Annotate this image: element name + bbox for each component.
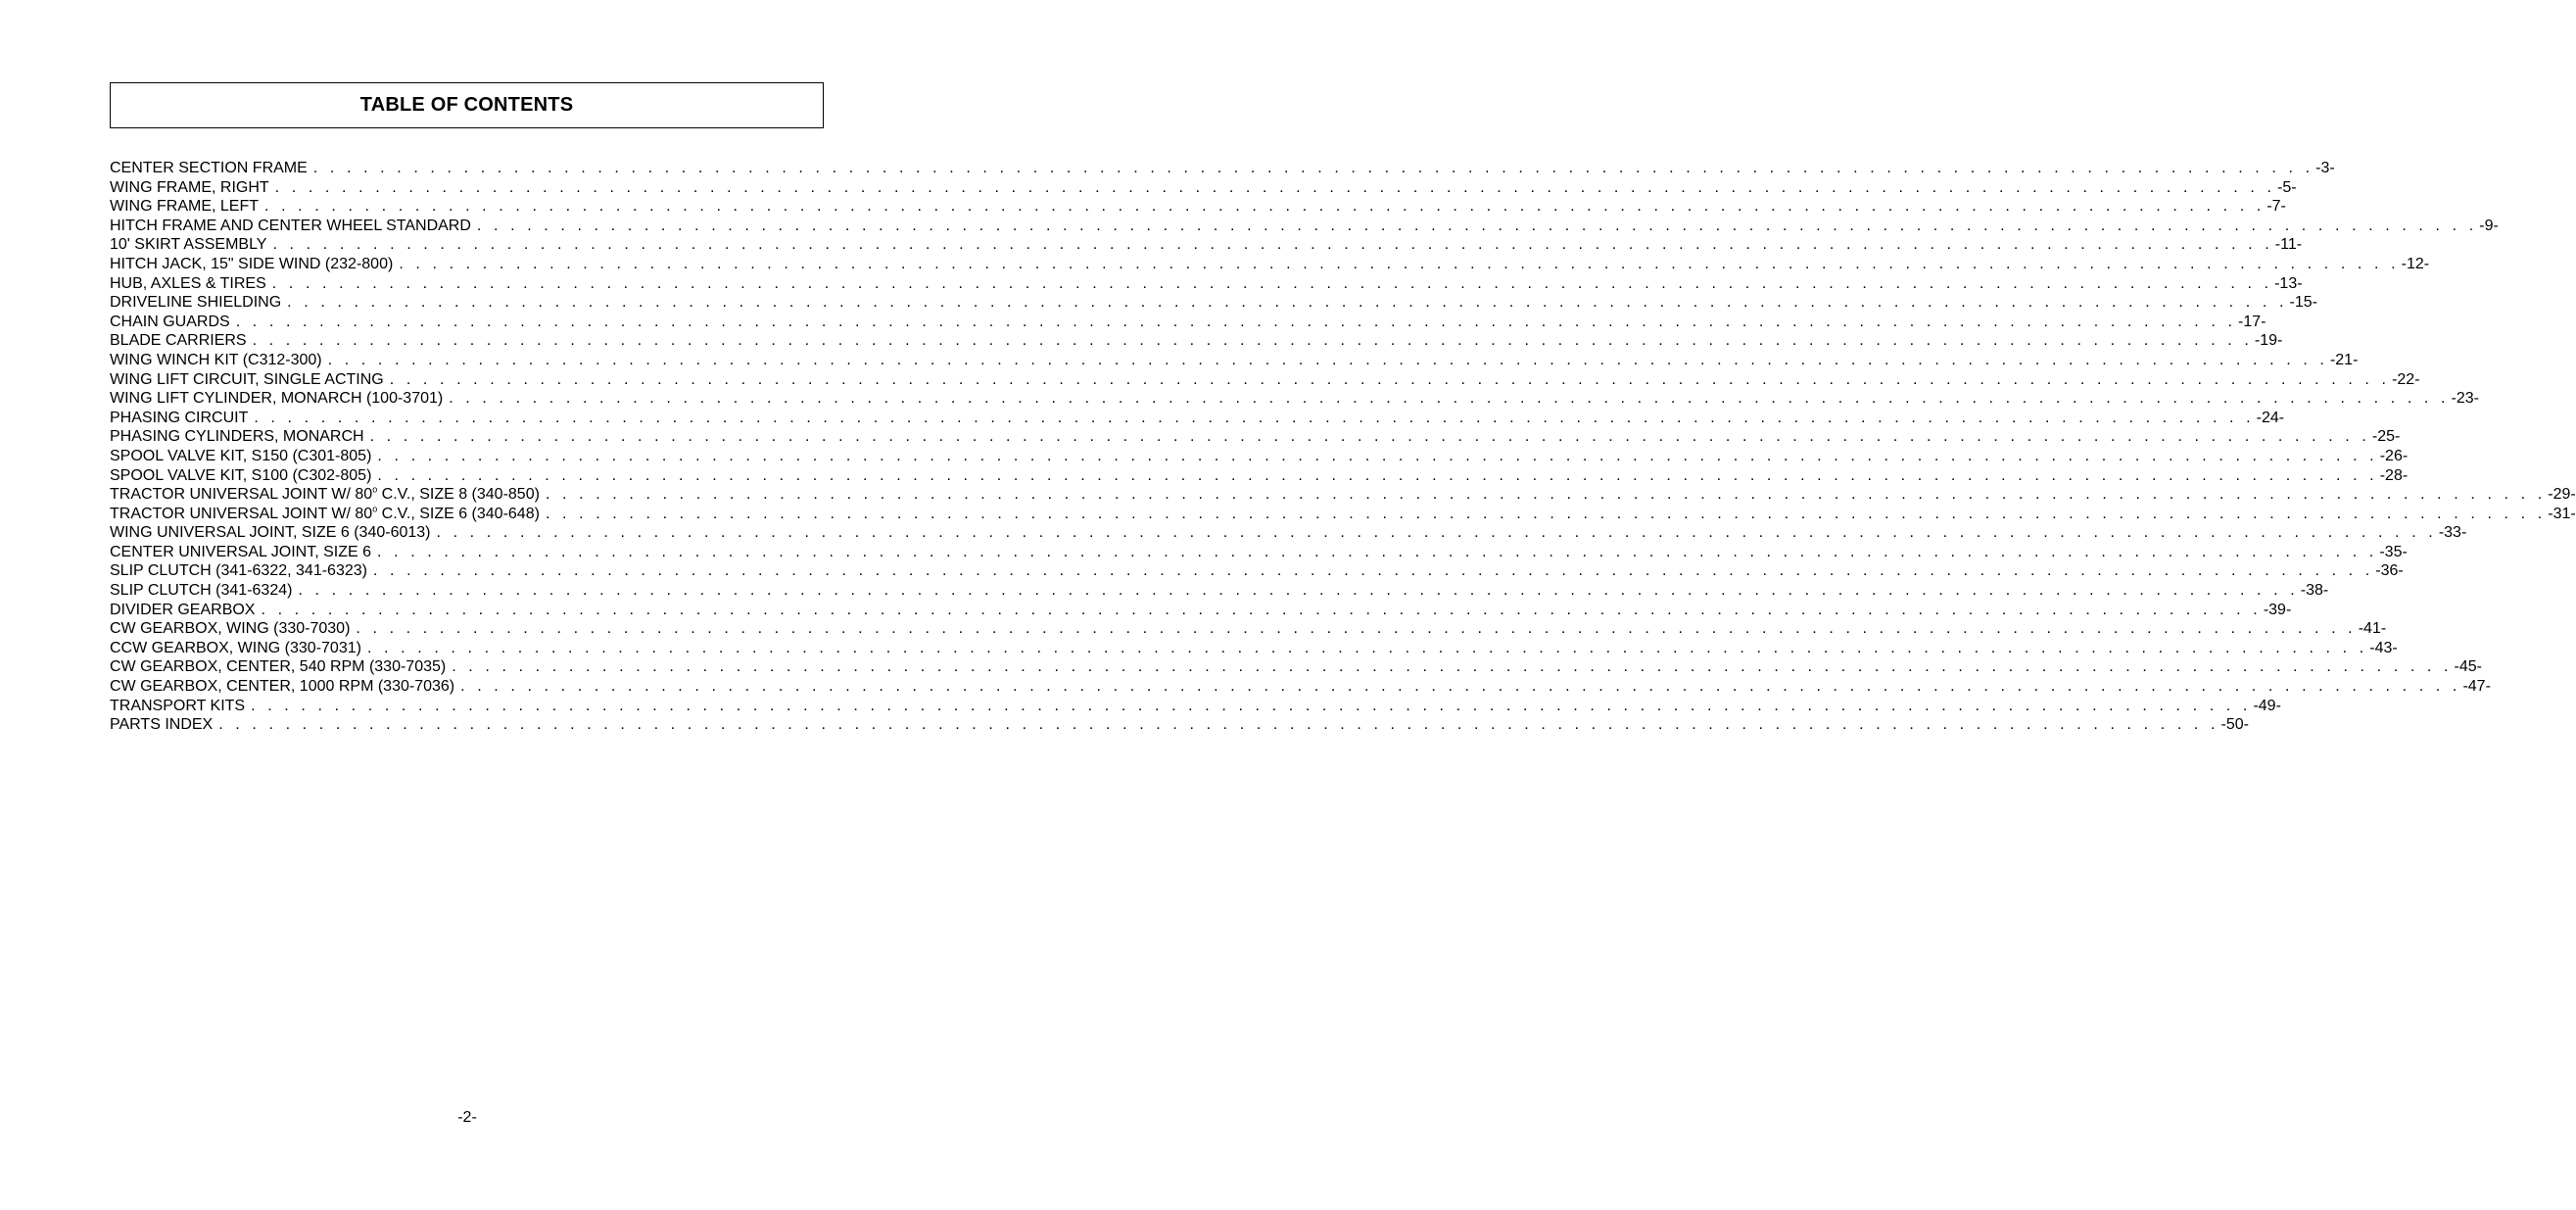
toc-entry-title-text: WING WINCH KIT (C312-300) (110, 351, 322, 368)
toc-entry-title-text: HITCH FRAME AND CENTER WHEEL STANDARD (110, 217, 471, 234)
toc-entry-page: -29- (2548, 486, 2576, 504)
dot-leader: . . . . . . . . . . . . . . . . . . . . . . . . . . . . . . . . . . . . . . . . . . . . . . . . . . . . . . . . . . . . . . . . . . . . . . . . . . . . . . . . . . . . . . . . . . . . . . . . . . . . . . . . . . . . . . . . . . . . . . . . (377, 543, 2378, 560)
toc-entry[interactable] (110, 697, 2281, 716)
toc-entry[interactable] (110, 370, 2420, 390)
toc-entry-page: -24- (2256, 409, 2285, 426)
toc-entry-page: -7- (2266, 198, 2286, 216)
toc-entry-title-text: CW GEARBOX, WING (330-7030) (110, 620, 351, 638)
toc-entry-title-text: CW GEARBOX, CENTER, 540 RPM (330-7035) (110, 658, 447, 676)
toc-entry-title-text: CENTER SECTION FRAME (110, 160, 308, 176)
toc-entry[interactable] (110, 504, 2576, 524)
toc-entry[interactable] (110, 197, 2286, 217)
toc-entry[interactable] (110, 523, 2467, 543)
toc-entry-title (110, 351, 328, 370)
dot-leader: . . . . . . . . . . . . . . . . . . . . . . . . . . . . . . . . . . . . . . . . . . . . . . . . . . . . . . . . . . . . . . . . . . . . . . . . . . . . . . . . . . . . . . . . . . . . . . . . . . . . . . . . . . . . . . . . . . . . . . . . (545, 486, 2547, 504)
toc-entry-title (110, 313, 236, 332)
toc-entry-page: -43- (2369, 639, 2398, 656)
toc-entry-page: -15- (2289, 294, 2317, 312)
toc-entry-page: -50- (2220, 716, 2249, 734)
toc-entry-title (110, 466, 377, 486)
dot-leader: . . . . . . . . . . . . . . . . . . . . . . . . . . . . . . . . . . . . . . . . . . . . . . . . . . . . . . . . . . . . . . . . . . . . . . . . . . . . . . . . . . . . . . . . . . . . . . . . . . . . . . . . . . . . . . . . . . . . . . . . (356, 620, 2357, 638)
toc-entry-title-text: SLIP CLUTCH (341-6322, 341-6323) (110, 562, 367, 580)
page-title: TABLE OF CONTENTS (359, 94, 574, 116)
toc-entry-title-text: 10' SKIRT ASSEMBLY (110, 236, 267, 254)
toc-entry-title-suffix: C.V., SIZE 8 (340-850) (377, 486, 540, 504)
toc-entry[interactable] (110, 447, 2409, 466)
toc-entry[interactable] (110, 351, 2359, 370)
toc-entry[interactable] (110, 313, 2266, 332)
dot-leader: . . . . . . . . . . . . . . . . . . . . . . . . . . . . . . . . . . . . . . . . . . . . . . . . . . . . . . . . . . . . . . . . . . . . . . . . . . . . . . . . . . . . . . . . . . . . . . . . . . . . . . . . . . . . . . . . . . . . . . . . (452, 658, 2453, 676)
toc-entry-page: -49- (2253, 697, 2281, 714)
dot-leader: . . . . . . . . . . . . . . . . . . . . . . . . . . . . . . . . . . . . . . . . . . . . . . . . . . . . . . . . . . . . . . . . . . . . . . . . . . . . . . . . . . . . . . . . . . . . . . . . . . . . . . . . . . . . . . . . . . . . . . . . (264, 198, 2266, 216)
toc-entry[interactable] (110, 235, 2303, 255)
toc-entry-title (110, 178, 275, 198)
toc-entry-title-text: HUB, AXLES & TIRES (110, 274, 266, 292)
toc-entry-page: -12- (2401, 255, 2430, 272)
toc-entry-page: -45- (2454, 658, 2482, 676)
toc-entry-title-text: WING FRAME, RIGHT (110, 178, 269, 196)
dot-leader: . . . . . . . . . . . . . . . . . . . . . . . . . . . . . . . . . . . . . . . . . . . . . . . . . . . . . . . . . . . . . . . . . . . . . . . . . . . . . . . . . . . . . . . . . . . . . . . . . . . . . . . . . . . . . . . . . . . . . . . . (274, 178, 2275, 196)
dot-leader: . . . . . . . . . . . . . . . . . . . . . . . . . . . . . . . . . . . . . . . . . . . . . . . . . . . . . . . . . . . . . . . . . . . . . . . . . . . . . . . . . . . . . . . . . . . . . . . . . . . . . . . . . . . . . . . . . . . . . . . . (366, 639, 2368, 656)
toc-entry[interactable] (110, 178, 2297, 198)
toc-entry-page: -9- (2479, 217, 2499, 234)
dot-leader: . . . . . . . . . . . . . . . . . . . . . . . . . . . . . . . . . . . . . . . . . . . . . . . . . . . . . . . . . . . . . . . . . . . . . . . . . . . . . . . . . . . . . . . . . . . . . . . . . . . . . . . . . . . . . . . . . . . . . . . . (372, 562, 2374, 580)
dot-leader: . . . . . . . . . . . . . . . . . . . . . . . . . . . . . . . . . . . . . . . . . . . . . . . . . . . . . . . . . . . . . . . . . . . . . . . . . . . . . . . . . . . . . . . . . . . . . . . . . . . . . . . . . . . . . . . . . . . . . . . . (369, 428, 2370, 446)
degree-superscript: o (372, 504, 378, 514)
toc-entry-title (110, 447, 377, 466)
dot-leader: . . . . . . . . . . . . . . . . . . . . . . . . . . . . . . . . . . . . . . . . . . . . . . . . . . . . . . . . . . . . . . . . . . . . . . . . . . . . . . . . . . . . . . . . . . . . . . . . . . . . . . . . . . . . . . . . . . . . . . . . (252, 332, 2253, 350)
toc-entry-title (110, 217, 477, 236)
toc-entry-title-suffix: C.V., SIZE 6 (340-648) (377, 505, 540, 522)
toc-entry[interactable] (110, 619, 2387, 639)
dot-leader: . . . . . . . . . . . . . . . . . . . . . . . . . . . . . . . . . . . . . . . . . . . . . . . . . . . . . . . . . . . . . . . . . . . . . . . . . . . . . . . . . . . . . . . . . . . . . . . . . . . . . . . . . . . . . . . . . . . . . . . . (298, 582, 2299, 600)
toc-entry[interactable] (110, 255, 2430, 274)
dot-leader: . . . . . . . . . . . . . . . . . . . . . . . . . . . . . . . . . . . . . . . . . . . . . . . . . . . . . . . . . . . . . . . . . . . . . . . . . . . . . . . . . . . . . . . . . . . . . . . . . . . . . . . . . . . . . . . . . . . . . . . . (251, 697, 2252, 714)
toc-entry-title (110, 639, 367, 658)
toc-entry-title (110, 409, 254, 428)
toc-entry-page: -5- (2276, 178, 2297, 196)
toc-entry-title-text: WING LIFT CYLINDER, MONARCH (100-3701) (110, 390, 444, 408)
toc-entry-page: -31- (2548, 505, 2576, 522)
toc-entry-page: -3- (2315, 160, 2335, 176)
dot-leader: . . . . . . . . . . . . . . . . . . . . . . . . . . . . . . . . . . . . . . . . . . . . . . . . . . . . . . . . . . . . . . . . . . . . . . . . . . . . . . . . . . . . . . . . . . . . . . . . . . . . . . . . . . . . . . . . . . . . . . . . (327, 351, 2328, 368)
toc-entry-title (110, 370, 390, 390)
toc-entry-title-text: CCW GEARBOX, WING (330-7031) (110, 639, 361, 656)
toc-entry-page: -35- (2379, 543, 2408, 560)
toc-entry[interactable] (110, 601, 2292, 620)
dot-leader: . . . . . . . . . . . . . . . . . . . . . . . . . . . . . . . . . . . . . . . . . . . . . . . . . . . . . . . . . . . . . . . . . . . . . . . . . . . . . . . . . . . . . . . . . . . . . . . . . . . . . . . . . . . . . . . . . . . . . . . . (399, 255, 2400, 272)
toc-entry[interactable] (110, 639, 2398, 658)
toc-entry-title-text: SPOOL VALVE KIT, S100 (C302-805) (110, 466, 372, 484)
toc-entry-page: -28- (2379, 466, 2409, 484)
page-number: -2- (457, 1109, 477, 1126)
dot-leader: . . . . . . . . . . . . . . . . . . . . . . . . . . . . . . . . . . . . . . . . . . . . . . . . . . . . . . . . . . . . . . . . . . . . . . . . . . . . . . . . . . . . . . . . . . . . . . . . . . . . . . . . . . . . . . . . . . . . . . . . (436, 524, 2437, 542)
toc-entry-title-text: CHAIN GUARDS (110, 313, 230, 330)
toc-entry-title-text: SPOOL VALVE KIT, S150 (C301-805) (110, 447, 372, 464)
toc-entry[interactable] (110, 561, 2404, 581)
toc-entry[interactable] (110, 159, 2335, 178)
toc-entry-page: -23- (2451, 390, 2479, 408)
toc-entry-title (110, 197, 264, 217)
dot-leader: . . . . . . . . . . . . . . . . . . . . . . . . . . . . . . . . . . . . . . . . . . . . . . . . . . . . . . . . . . . . . . . . . . . . . . . . . . . . . . . . . . . . . . . . . . . . . . . . . . . . . . . . . . . . . . . . . . . . . . . . (218, 716, 2219, 734)
toc-entry-page: -36- (2375, 562, 2404, 580)
toc-entry-title-text: TRANSPORT KITS (110, 697, 246, 714)
degree-superscript: o (372, 484, 378, 495)
toc-entry-page: -38- (2300, 582, 2329, 600)
toc-entry-page: -19- (2254, 332, 2283, 350)
toc-entry-title (110, 715, 218, 735)
toc-entry-page: -41- (2358, 620, 2387, 638)
title-box (110, 82, 824, 128)
toc-entry-title (110, 427, 370, 447)
toc-entry-title (110, 619, 356, 639)
toc-entry-title-text: WING LIFT CIRCUIT, SINGLE ACTING (110, 370, 384, 388)
toc-entry-title (110, 389, 449, 409)
toc-entry-page: -22- (2392, 370, 2420, 388)
toc-entry-title-text: SLIP CLUTCH (341-6324) (110, 582, 293, 600)
toc-entry-title (110, 255, 399, 274)
toc-entry[interactable] (110, 677, 2491, 697)
toc-entry-page: -17- (2238, 313, 2266, 330)
dot-leader: . . . . . . . . . . . . . . . . . . . . . . . . . . . . . . . . . . . . . . . . . . . . . . . . . . . . . . . . . . . . . . . . . . . . . . . . . . . . . . . . . . . . . . . . . . . . . . . . . . . . . . . . . . . . . . . . . . . . . . . . (272, 236, 2273, 254)
toc-entry-title-text: TRACTOR UNIVERSAL JOINT W/ 80 (110, 486, 373, 504)
toc-entry-title-text: PARTS INDEX (110, 716, 214, 734)
toc-entry[interactable] (110, 217, 2499, 236)
toc-entry-title-text: PHASING CIRCUIT (110, 409, 249, 426)
toc-entry-title-text: HITCH JACK, 15" SIDE WIND (232-800) (110, 255, 394, 272)
toc-entry[interactable] (110, 543, 2408, 562)
dot-leader: . . . . . . . . . . . . . . . . . . . . . . . . . . . . . . . . . . . . . . . . . . . . . . . . . . . . . . . . . . . . . . . . . . . . . . . . . . . . . . . . . . . . . . . . . . . . . . . . . . . . . . . . . . . . . . . . . . . . . . . . (389, 370, 2391, 388)
toc-entry[interactable] (110, 715, 2249, 735)
toc-entry[interactable] (110, 274, 2303, 294)
toc-entry-title (110, 523, 437, 543)
toc-entry-title (110, 601, 261, 620)
toc-list (110, 159, 2576, 735)
toc-entry-title (110, 331, 253, 351)
toc-entry-title (110, 543, 377, 562)
toc-entry-page: -47- (2462, 678, 2491, 696)
toc-entry-title-text: WING UNIVERSAL JOINT, SIZE 6 (340-6013) (110, 524, 431, 542)
toc-entry-title (110, 657, 452, 677)
dot-leader: . . . . . . . . . . . . . . . . . . . . . . . . . . . . . . . . . . . . . . . . . . . . . . . . . . . . . . . . . . . . . . . . . . . . . . . . . . . . . . . . . . . . . . . . . . . . . . . . . . . . . . . . . . . . . . . . . . . . . . . . (377, 466, 2378, 484)
toc-entry[interactable] (110, 484, 2576, 505)
toc-entry-title (110, 581, 298, 601)
toc-entry-title-text: BLADE CARRIERS (110, 332, 247, 350)
toc-entry-page: -26- (2379, 447, 2409, 464)
toc-entry[interactable] (110, 466, 2409, 486)
toc-entry[interactable] (110, 389, 2479, 409)
toc-entry-title-text: PHASING CYLINDERS, MONARCH (110, 428, 364, 446)
dot-leader: . . . . . . . . . . . . . . . . . . . . . . . . . . . . . . . . . . . . . . . . . . . . . . . . . . . . . . . . . . . . . . . . . . . . . . . . . . . . . . . . . . . . . . . . . . . . . . . . . . . . . . . . . . . . . . . . . . . . . . . . (254, 409, 2255, 426)
toc-entry[interactable] (110, 581, 2329, 601)
dot-leader: . . . . . . . . . . . . . . . . . . . . . . . . . . . . . . . . . . . . . . . . . . . . . . . . . . . . . . . . . . . . . . . . . . . . . . . . . . . . . . . . . . . . . . . . . . . . . . . . . . . . . . . . . . . . . . . . . . . . . . . . (235, 313, 2237, 330)
toc-entry[interactable] (110, 293, 2317, 313)
toc-entry-page: -33- (2438, 524, 2467, 542)
toc-entry-title (110, 293, 287, 313)
dot-leader: . . . . . . . . . . . . . . . . . . . . . . . . . . . . . . . . . . . . . . . . . . . . . . . . . . . . . . . . . . . . . . . . . . . . . . . . . . . . . . . . . . . . . . . . . . . . . . . . . . . . . . . . . . . . . . . . . . . . . . . . (287, 294, 2288, 312)
dot-leader: . . . . . . . . . . . . . . . . . . . . . . . . . . . . . . . . . . . . . . . . . . . . . . . . . . . . . . . . . . . . . . . . . . . . . . . . . . . . . . . . . . . . . . . . . . . . . . . . . . . . . . . . . . . . . . . . . . . . . . . . (476, 217, 2478, 234)
dot-leader: . . . . . . . . . . . . . . . . . . . . . . . . . . . . . . . . . . . . . . . . . . . . . . . . . . . . . . . . . . . . . . . . . . . . . . . . . . . . . . . . . . . . . . . . . . . . . . . . . . . . . . . . . . . . . . . . . . . . . . . . (449, 390, 2450, 408)
toc-entry-title (110, 677, 460, 697)
toc-entry-page: -21- (2329, 351, 2359, 368)
toc-entry-page: -11- (2274, 236, 2303, 254)
toc-entry-title (110, 505, 546, 524)
toc-entry-title-text: CENTER UNIVERSAL JOINT, SIZE 6 (110, 543, 372, 560)
toc-entry-title-text: TRACTOR UNIVERSAL JOINT W/ 80 (110, 505, 373, 522)
dot-leader: . . . . . . . . . . . . . . . . . . . . . . . . . . . . . . . . . . . . . . . . . . . . . . . . . . . . . . . . . . . . . . . . . . . . . . . . . . . . . . . . . . . . . . . . . . . . . . . . . . . . . . . . . . . . . . . . . . . . . . . . (312, 160, 2314, 176)
dot-leader: . . . . . . . . . . . . . . . . . . . . . . . . . . . . . . . . . . . . . . . . . . . . . . . . . . . . . . . . . . . . . . . . . . . . . . . . . . . . . . . . . . . . . . . . . . . . . . . . . . . . . . . . . . . . . . . . . . . . . . . . (460, 678, 2461, 696)
toc-entry[interactable] (110, 331, 2283, 351)
toc-entry-title (110, 561, 373, 581)
toc-entry-title (110, 697, 251, 716)
toc-entry-title (110, 235, 272, 255)
toc-entry-title-text: WING FRAME, LEFT (110, 198, 259, 216)
toc-entry-page: -39- (2263, 601, 2292, 618)
toc-entry-page: -13- (2274, 274, 2303, 292)
dot-leader: . . . . . . . . . . . . . . . . . . . . . . . . . . . . . . . . . . . . . . . . . . . . . . . . . . . . . . . . . . . . . . . . . . . . . . . . . . . . . . . . . . . . . . . . . . . . . . . . . . . . . . . . . . . . . . . . . . . . . . . . (545, 505, 2547, 522)
toc-entry[interactable] (110, 657, 2482, 677)
toc-entry-title-text: CW GEARBOX, CENTER, 1000 RPM (330-7036) (110, 678, 455, 696)
toc-entry-title-text: DRIVELINE SHIELDING (110, 294, 282, 312)
toc-entry-title-text: DIVIDER GEARBOX (110, 601, 256, 618)
dot-leader: . . . . . . . . . . . . . . . . . . . . . . . . . . . . . . . . . . . . . . . . . . . . . . . . . . . . . . . . . . . . . . . . . . . . . . . . . . . . . . . . . . . . . . . . . . . . . . . . . . . . . . . . . . . . . . . . . . . . . . . . (271, 274, 2273, 292)
toc-entry-title (110, 274, 272, 294)
dot-leader: . . . . . . . . . . . . . . . . . . . . . . . . . . . . . . . . . . . . . . . . . . . . . . . . . . . . . . . . . . . . . . . . . . . . . . . . . . . . . . . . . . . . . . . . . . . . . . . . . . . . . . . . . . . . . . . . . . . . . . . . (377, 447, 2378, 464)
toc-entry-title (110, 485, 546, 505)
toc-entry[interactable] (110, 427, 2401, 447)
toc-entry-title (110, 159, 313, 178)
dot-leader: . . . . . . . . . . . . . . . . . . . . . . . . . . . . . . . . . . . . . . . . . . . . . . . . . . . . . . . . . . . . . . . . . . . . . . . . . . . . . . . . . . . . . . . . . . . . . . . . . . . . . . . . . . . . . . . . . . . . . . . . (261, 601, 2262, 618)
toc-entry-page: -25- (2371, 428, 2401, 446)
toc-entry[interactable] (110, 409, 2285, 428)
